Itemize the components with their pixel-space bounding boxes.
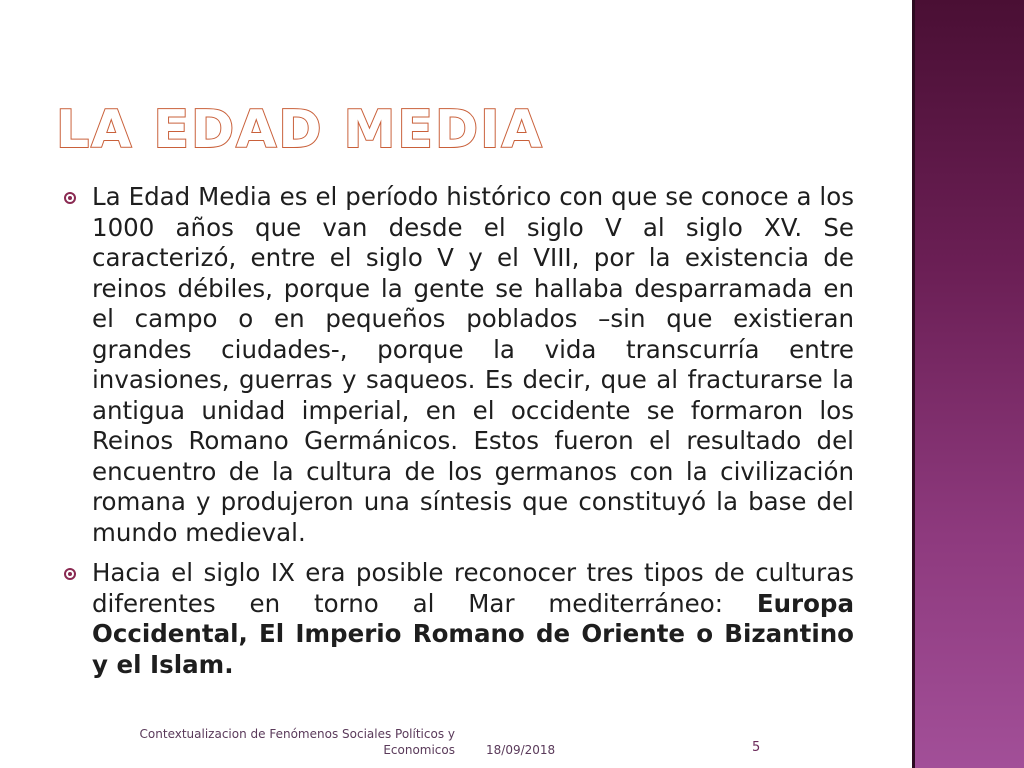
slide-title: LA EDAD MEDIA xyxy=(56,100,544,160)
bullet-item xyxy=(64,182,854,548)
bullet-bold-text: Europa Occidental, El Imperio Romano de Oriente o Bizantino y el Islam. xyxy=(92,588,854,679)
page-number: 5 xyxy=(752,740,761,755)
bullet-text: La Edad Media es el período histórico con que se conoce a los 1000 años que van desde el siglo V al siglo XV. Se caracterizó, entre el siglo V y el VIII, por la existencia de reinos débiles, porque la gente se hallaba desparramada en el campo o en pequeños poblados –sin que existieran grandes ciudades-, porque la vida transcurría entre invasiones, guerras y saqueos. Es decir, que al fracturarse la antigua unidad imperial, en el occidente se formaron los Reinos Romano Germánicos. Estos fueron el resultado del encuentro de la cultura de los germanos con la civilización romana y produjeron una síntesis que constituyó la base del mundo medieval. xyxy=(92,182,854,547)
footer-date: 18/09/2018 xyxy=(486,743,556,757)
decorative-sidebar xyxy=(912,0,1024,768)
bullet-text: Hacia el siglo IX era posible reconocer tres tipos de culturas diferentes en torno al Mar mediterráneo: xyxy=(92,558,854,618)
bullet-item xyxy=(64,558,854,680)
bullet-circle-icon xyxy=(64,192,76,204)
footer-text: Contextualizacion de Fenómenos Sociales Políticos y Economicos xyxy=(139,727,455,757)
bullet-list xyxy=(64,182,854,690)
bullet-circle-icon xyxy=(64,568,76,580)
